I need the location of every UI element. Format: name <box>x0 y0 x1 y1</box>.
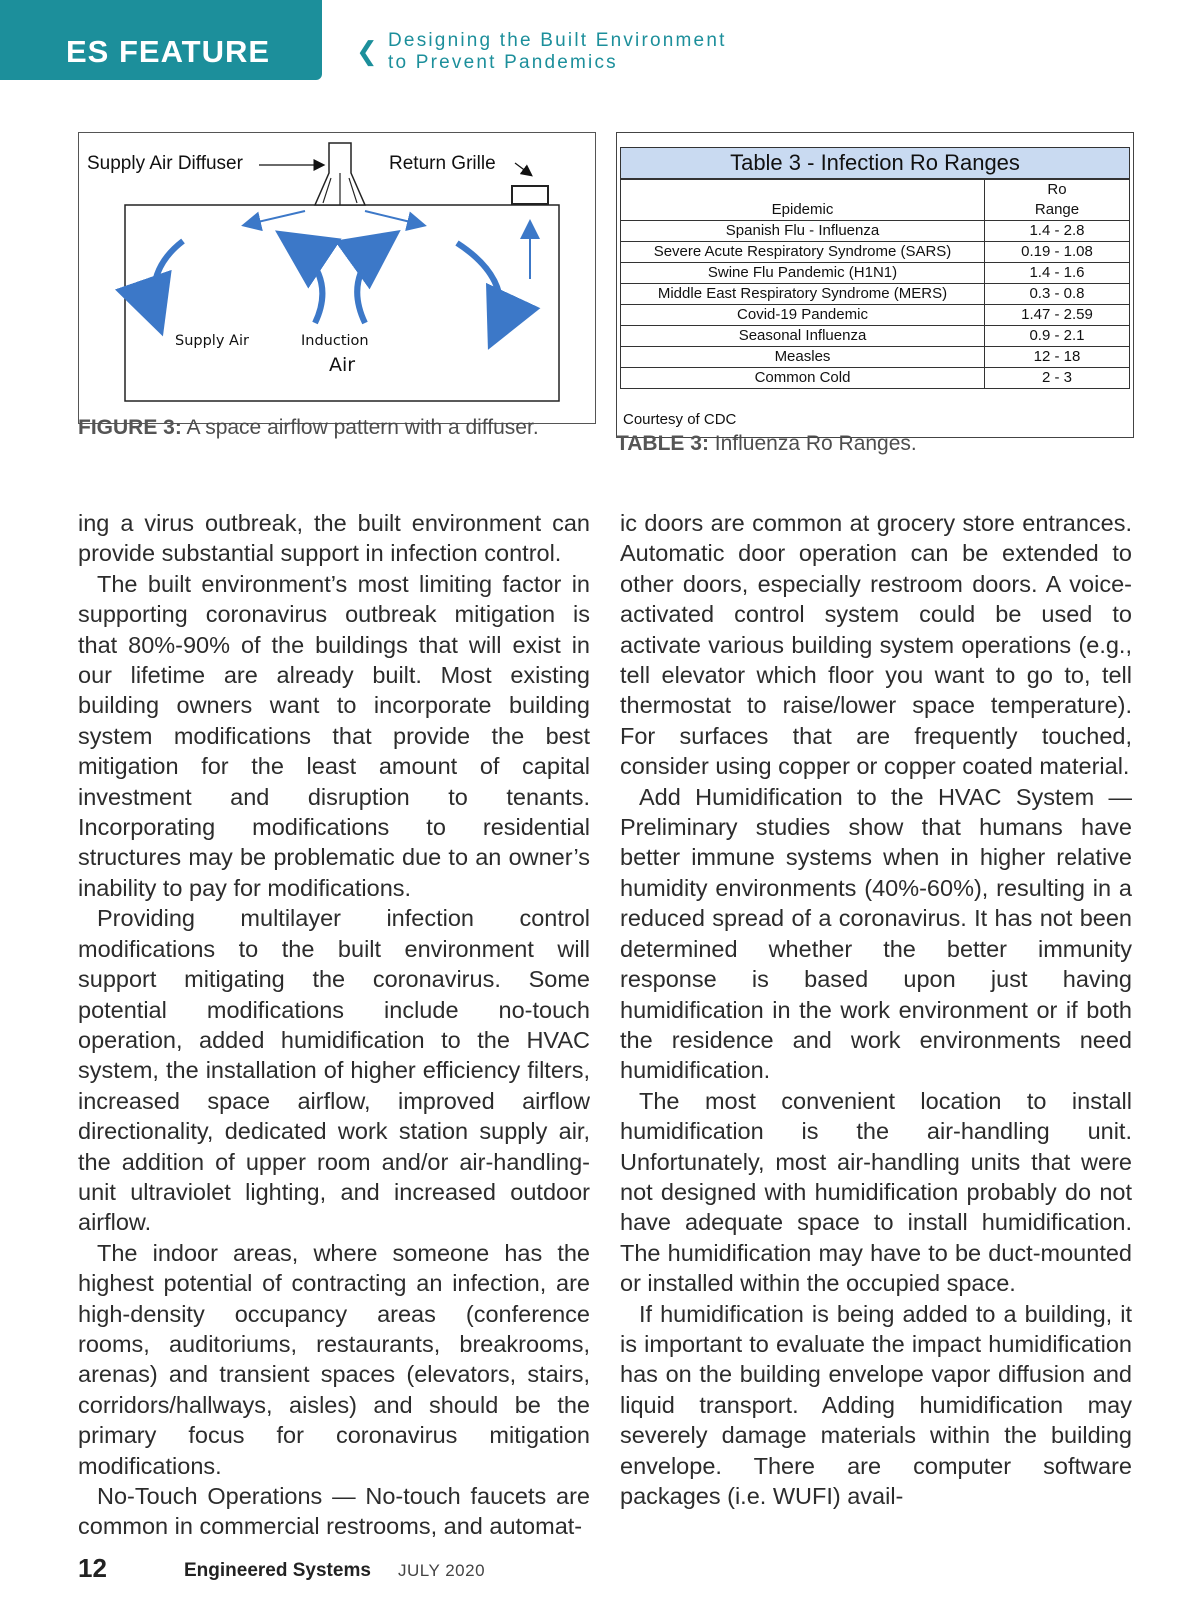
airflow-diagram-svg <box>79 133 595 423</box>
table-row <box>621 242 1130 263</box>
induction-air-left-curve <box>285 237 322 323</box>
cell-epidemic: Measles <box>621 347 985 368</box>
paragraph: If humidification is being added to a building, it is important to evaluate the impact humidification has on the building envelope vapor diffusion and liquid transport. Adding humidification may severely damage materials within the building envelope. There are computer software packages (i.e. WUFI) avail- <box>620 1300 1132 1509</box>
section-tab <box>0 0 322 80</box>
cell-range: 2 - 3 <box>985 368 1130 389</box>
cell-range: 0.9 - 2.1 <box>985 326 1130 347</box>
paragraph: Add Humidification to the HVAC System — Preliminary studies show that humans have better immune systems when in higher relative humidity environments (40%-60%), resulting in a reduced spread of a coronavirus. It has not been determined whether the better immunity response is based upon just having humidification in the work environment or if both the residence and work environments need humidification. <box>620 783 1132 1084</box>
supply-air-right-curve <box>457 243 501 339</box>
supply-air-left-curve <box>154 241 183 325</box>
label-supply-air: Supply Air <box>175 333 249 349</box>
figure-airflow-diagram <box>78 132 596 424</box>
table-row <box>621 221 1130 242</box>
body-column-right <box>620 508 1132 1511</box>
figure-caption-label: FIGURE 3: <box>78 416 182 439</box>
supply-air-right-arrow <box>365 211 423 225</box>
paragraph: ic doors are common at grocery store entrances. Automatic door operation can be extended to other doors, especially restroom doors. A voice-activated control system could be used to activate various building system operations (e.g., tell elevator which floor you want to go to, tell thermostat to raise/lower space temperature). For surfaces that are frequently touched, consider using copper or copper coated material. <box>620 510 1132 780</box>
paragraph: The built environment’s most limiting factor in supporting coronavirus outbreak mitigation is that 80%-90% of the buildings that will exist in our lifetime are already built. Most existing building owners want to incorporate building system modifications that provide the best mitigation for the least amount of capital investment and disruption to tenants. Incorporating modifications to residential structures may be problematic due to an owner’s inability to pay for modifications. <box>78 570 590 901</box>
paragraph: Providing multilayer infection control modifications to the built environment will support mitigating the coronavirus. Some potential modifications include no-touch operation, added humidification to the HVAC system, the installation of higher efficiency filters, increased space airflow, improved airflow directionality, dedicated work station supply air, the addition of upper room and/or air-handling-unit ultraviolet lighting, and increased outdoor airflow. <box>78 905 590 1236</box>
cell-range: 1.4 - 2.8 <box>985 221 1130 242</box>
cell-range: 12 - 18 <box>985 347 1130 368</box>
label-air: Air <box>329 354 356 376</box>
paragraph: ing a virus outbreak, the built environment can provide substantial support in infection control. <box>78 510 590 567</box>
table-row <box>621 284 1130 305</box>
section-tab-label: ES FEATURE <box>66 34 271 69</box>
header-ro: Ro <box>1047 181 1067 198</box>
cell-epidemic: Common Cold <box>621 368 985 389</box>
figure-caption <box>78 416 539 440</box>
table-caption <box>616 432 917 456</box>
figure-caption-text: A space airflow pattern with a diffuser. <box>181 416 539 439</box>
article-title <box>388 30 727 74</box>
induction-air-right-curve <box>357 237 391 323</box>
paragraph: No-Touch Operations — No-touch faucets are common in commercial restrooms, and automat- <box>78 1483 590 1540</box>
label-supply-diffuser: Supply Air Diffuser <box>87 153 243 174</box>
table-infection-ro <box>616 132 1134 438</box>
ro-table <box>620 179 1130 389</box>
page-number: 12 <box>78 1553 107 1583</box>
cell-range: 1.47 - 2.59 <box>985 305 1130 326</box>
table-title: Table 3 - Infection Ro Ranges <box>620 147 1130 179</box>
table-caption-text: Influenza Ro Ranges. <box>708 432 917 455</box>
cell-epidemic: Swine Flu Pandemic (H1N1) <box>621 263 985 284</box>
cell-epidemic: Middle East Respiratory Syndrome (MERS) <box>621 284 985 305</box>
cell-epidemic: Spanish Flu - Influenza <box>621 221 985 242</box>
cell-epidemic: Severe Acute Respiratory Syndrome (SARS) <box>621 242 985 263</box>
table-header-row <box>621 180 1130 221</box>
body-column-left <box>78 508 590 1542</box>
header-range: Range <box>1034 201 1080 218</box>
paragraph: The indoor areas, where someone has the highest potential of contracting an infection, are high-density occupancy areas (conference rooms, auditoriums, restaurants, breakrooms, arenas) and transient spaces (elevators, stairs, corridors/hallways, aisles) and should be the primary focus for coronavirus mitigation modifications. <box>78 1239 590 1479</box>
table-row <box>621 368 1130 389</box>
cell-epidemic: Covid-19 Pandemic <box>621 305 985 326</box>
cell-epidemic: Seasonal Influenza <box>621 326 985 347</box>
label-induction: Induction <box>301 333 369 349</box>
article-title-line1: Designing the Built Environment <box>388 30 727 51</box>
publication-name: Engineered Systems <box>184 1560 371 1581</box>
cell-range: 0.19 - 1.08 <box>985 242 1130 263</box>
label-return-grille: Return Grille <box>389 153 496 174</box>
return-grille-pointer <box>515 163 531 175</box>
table-body <box>621 221 1130 389</box>
supply-air-left-arrow <box>245 211 305 225</box>
header-epidemic: Epidemic <box>621 180 985 221</box>
return-grille-shape <box>512 186 548 204</box>
chevron-left-icon[interactable]: ❮ <box>356 36 378 66</box>
issue-date: JULY 2020 <box>398 1561 486 1580</box>
table-row <box>621 347 1130 368</box>
paragraph: The most convenient location to install humidification is the air-handling unit. Unfortunately, most air-handling units that were not designed with humidification probably do not have adequate space to install humidification. The humidification may have to be duct-mounted or installed within the occupied space. <box>620 1087 1132 1297</box>
cell-range: 1.4 - 1.6 <box>985 263 1130 284</box>
table-row <box>621 263 1130 284</box>
article-title-line2: to Prevent Pandemics <box>388 52 618 73</box>
table-row <box>621 326 1130 347</box>
cell-range: 0.3 - 0.8 <box>985 284 1130 305</box>
table-courtesy: Courtesy of CDC <box>623 411 737 428</box>
header-ro-range <box>985 180 1130 221</box>
table-caption-label: TABLE 3: <box>616 432 709 455</box>
table-row <box>621 305 1130 326</box>
